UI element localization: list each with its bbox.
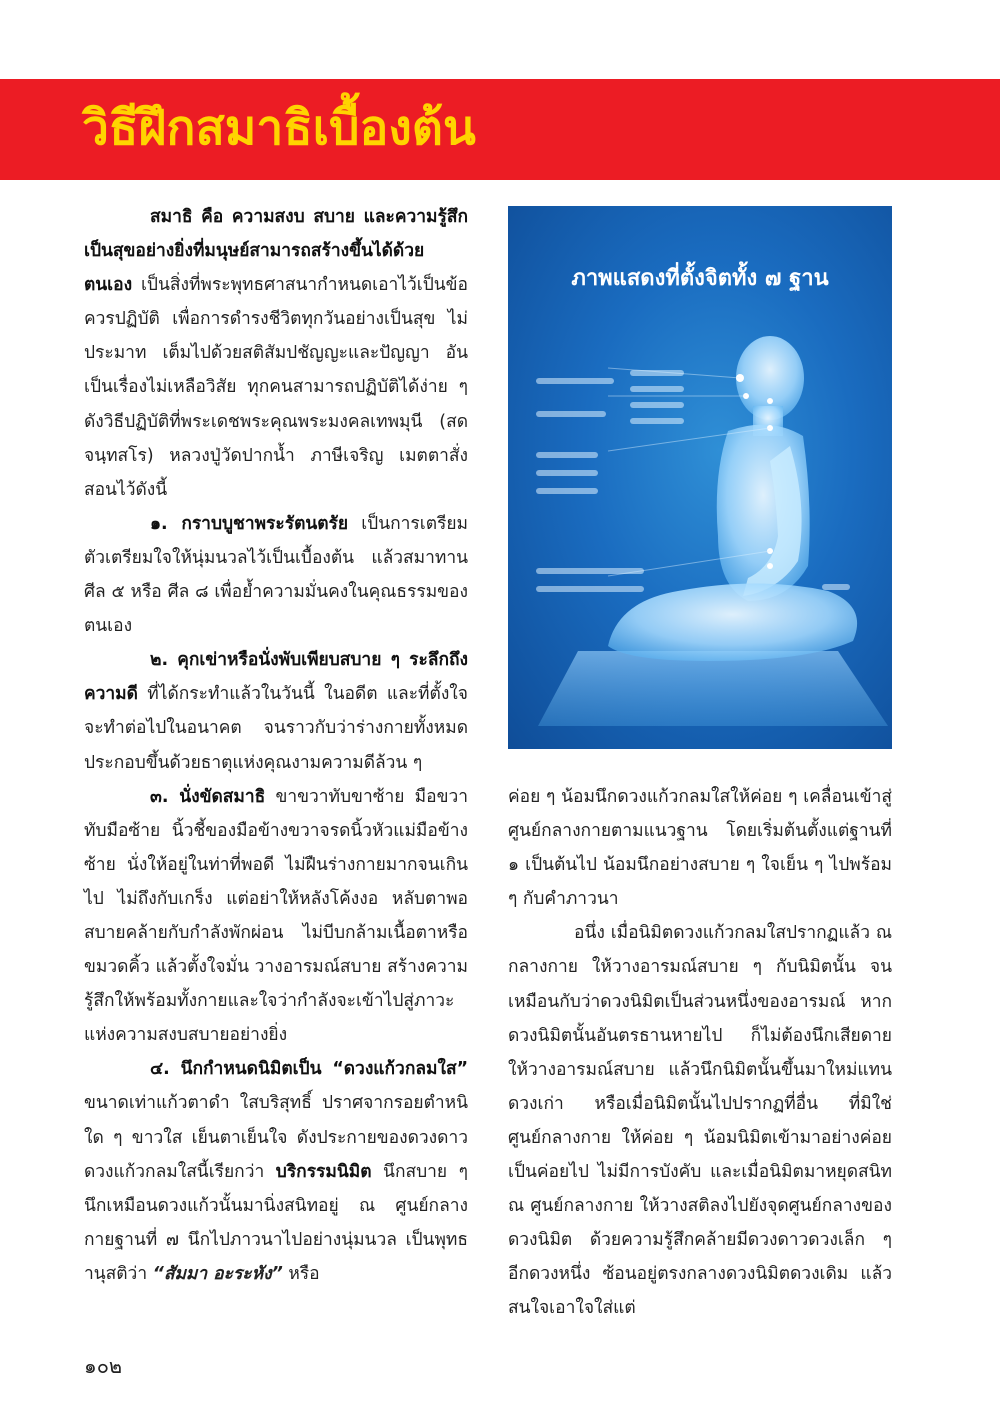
title-banner (0, 79, 1000, 180)
illegible-label (630, 370, 684, 376)
step-4-mantra: “สัมมา อะระหัง” (152, 1263, 283, 1284)
step-4-text: ขนาดเท่าแก้วตาดำ ใสบริสุทธิ์ ปราศจากรอยตำหนิใด ๆ ขาวใส เย็นตาเย็นใจ ดังประกายของดวงดาว ดวงแก้วกลมใสนี้เรียกว่า (84, 1093, 468, 1182)
step-3-paragraph (84, 780, 468, 1053)
illegible-label (630, 402, 684, 408)
illegible-label (536, 488, 598, 494)
step-4-heading: ๔. นึกกำหนดนิมิตเป็น “ดวงแก้วกลมใส” (150, 1059, 468, 1080)
step-1-paragraph (84, 507, 468, 643)
step-4-end: หรือ (282, 1263, 320, 1284)
illegible-label (536, 452, 598, 458)
step-2-paragraph (84, 643, 468, 779)
base-point-icon (767, 398, 773, 404)
mat-shape (538, 651, 888, 726)
illegible-label (536, 411, 606, 417)
left-column (84, 200, 468, 1291)
illegible-label (536, 568, 644, 574)
right-paragraph-2: อนึ่ง เมื่อนิมิตดวงแก้วกลมใสปรากฏแล้ว ณ กลางกาย ให้วางอารมณ์สบาย ๆ กับนิมิตนั้น จนเหมือนกับว่าดวงนิมิตเป็นส่วนหนึ่งของอารมณ์ หากดวงนิมิตนั้นอันตรธานหายไป ก็ไม่ต้องนึกเสียดาย ให้วางอารมณ์สบาย แล้วนึกนิมิตนั้นขึ้นมาใหม่แทนดวงเก่า หรือเมื่อนิมิตนั้นไปปรากฏที่อื่น ที่มิใช่ศูนย์กลางกาย ให้ค่อย ๆ น้อมนิมิตเข้ามาอย่างค่อยเป็นค่อยไป ไม่มีการบังคับ และเมื่อนิมิตมาหยุดสนิท ณ ศูนย์กลางกาย ให้วางสติลงไปยังจุดศูนย์กลางของดวงนิมิต ด้วยความรู้สึกคล้ายมีดวงดาวดวงเล็ก ๆ อีกดวงหนึ่ง ซ้อนอยู่ตรงกลางดวงนิมิตดวงเดิม แล้วสนใจเอาใจใส่แต่ (508, 923, 892, 1319)
illegible-label (536, 586, 644, 592)
right-column (508, 780, 892, 1326)
intro-paragraph (84, 200, 468, 507)
step-4-text-2: นึกสบาย ๆ นึกเหมือนดวงแก้วนั้นมานิ่งสนิทอยู่ ณ ศูนย์กลางกายฐานที่ ๗ นึกไปภาวนาไปอย่างนุ่มนวล เป็นพุทธานุสติว่า (84, 1161, 468, 1284)
meditating-figure-illustration (508, 206, 892, 749)
step-2-text: ที่ได้กระทำแล้วในวันนี้ ในอดีต และที่ตั้งใจจะทำต่อไปในอนาคต จนราวกับว่าร่างกายทั้งหมดประกอบขึ้นด้วยธาตุแห่งคุณงามความดีล้วน ๆ (84, 684, 468, 773)
figure-title: ภาพแสดงที่ตั้งจิตทั้ง ๗ ฐาน (571, 266, 829, 291)
step-2-heading: ๒. คุกเข่าหรือนั่งพับเพียบสบาย ๆ ระลึกถึงความดี (84, 650, 468, 705)
intro-bold: สมาธิ คือ ความสงบ สบาย และความรู้สึกเป็นสุขอย่างยิ่งที่มนุษย์สามารถสร้างขึ้นได้ด้วยตนเอง (84, 207, 468, 296)
illegible-label (536, 378, 614, 384)
illegible-label (822, 584, 850, 590)
illegible-label (536, 470, 598, 476)
illegible-label (630, 386, 684, 392)
step-1-heading: ๑. กราบบูชาพระรัตนตรัย (150, 513, 349, 534)
step-3-text: ขาขวาทับขาซ้าย มือขวาทับมือซ้าย นิ้วชี้ของมือข้างขวาจรดนิ้วหัวแม่มือข้างซ้าย นั่งให้อยู่ในท่าที่พอดี ไม่ฝืนร่างกายมากจนเกินไป ไม่ถึงกับเกร็ง แต่อย่าให้หลังโค้งงอ หลับตาพอสบายคล้ายกับกำลังพักผ่อน ไม่บีบกล้ามเนื้อตาหรือขมวดคิ้ว แล้วตั้งใจมั่น วางอารมณ์สบาย สร้างความรู้สึกให้พร้อมทั้งกายและใจว่ากำลังจะเข้าไปสู่ภาวะแห่งความสงบสบายอย่างยิ่ง (84, 786, 468, 1046)
step-1-text: เป็นการเตรียมตัวเตรียมใจให้นุ่มนวลไว้เป็นเบื้องต้น แล้วสมาทานศีล ๕ หรือ ศีล ๘ เพื่อย้ำความมั่นคงในคุณธรรมของตนเอง (84, 513, 468, 637)
step-4-term: บริกรรมนิมิต (275, 1161, 372, 1182)
step-4-paragraph (84, 1052, 468, 1291)
intro-text: เป็นสิ่งที่พระพุทธศาสนากำหนดเอาไว้เป็นข้อควรปฏิบัติ เพื่อการดำรงชีวิตทุกวันอย่างเป็นสุข ไม่ประมาท เต็มไปด้วยสติสัมปชัญญะและปัญญา อันเป็นเรื่องไม่เหลือวิสัย ทุกคนสามารถปฏิบัติได้ง่าย ๆ ดังวิธีปฏิบัติที่พระเดชพระคุณพระมงคลเทพมุนี (สด จนฺทสโร) หลวงปู่วัดปากน้ำ ภาษีเจริญ เมตตาสั่งสอนไว้ดังนี้ (84, 275, 468, 500)
meditation-figure (508, 206, 892, 749)
legs-shape (608, 584, 857, 662)
illegible-label (630, 418, 684, 424)
base-point-icon (767, 563, 773, 569)
page-title: วิธีฝึกสมาธิเบื้องต้น (82, 100, 476, 156)
page-number: ๑๐๒ (84, 1354, 123, 1378)
right-paragraph-1: ค่อย ๆ น้อมนึกดวงแก้วกลมใสให้ค่อย ๆ เคลื่อนเข้าสู่ศูนย์กลางกายตามแนวฐาน โดยเริ่มต้นตั้งแต่ฐานที่ ๑ เป็นต้นไป น้อมนึกอย่างสบาย ๆ ใจเย็น ๆ ไปพร้อม ๆ กับคำภาวนา (508, 787, 892, 910)
step-3-heading: ๓. นั่งขัดสมาธิ (150, 786, 266, 807)
